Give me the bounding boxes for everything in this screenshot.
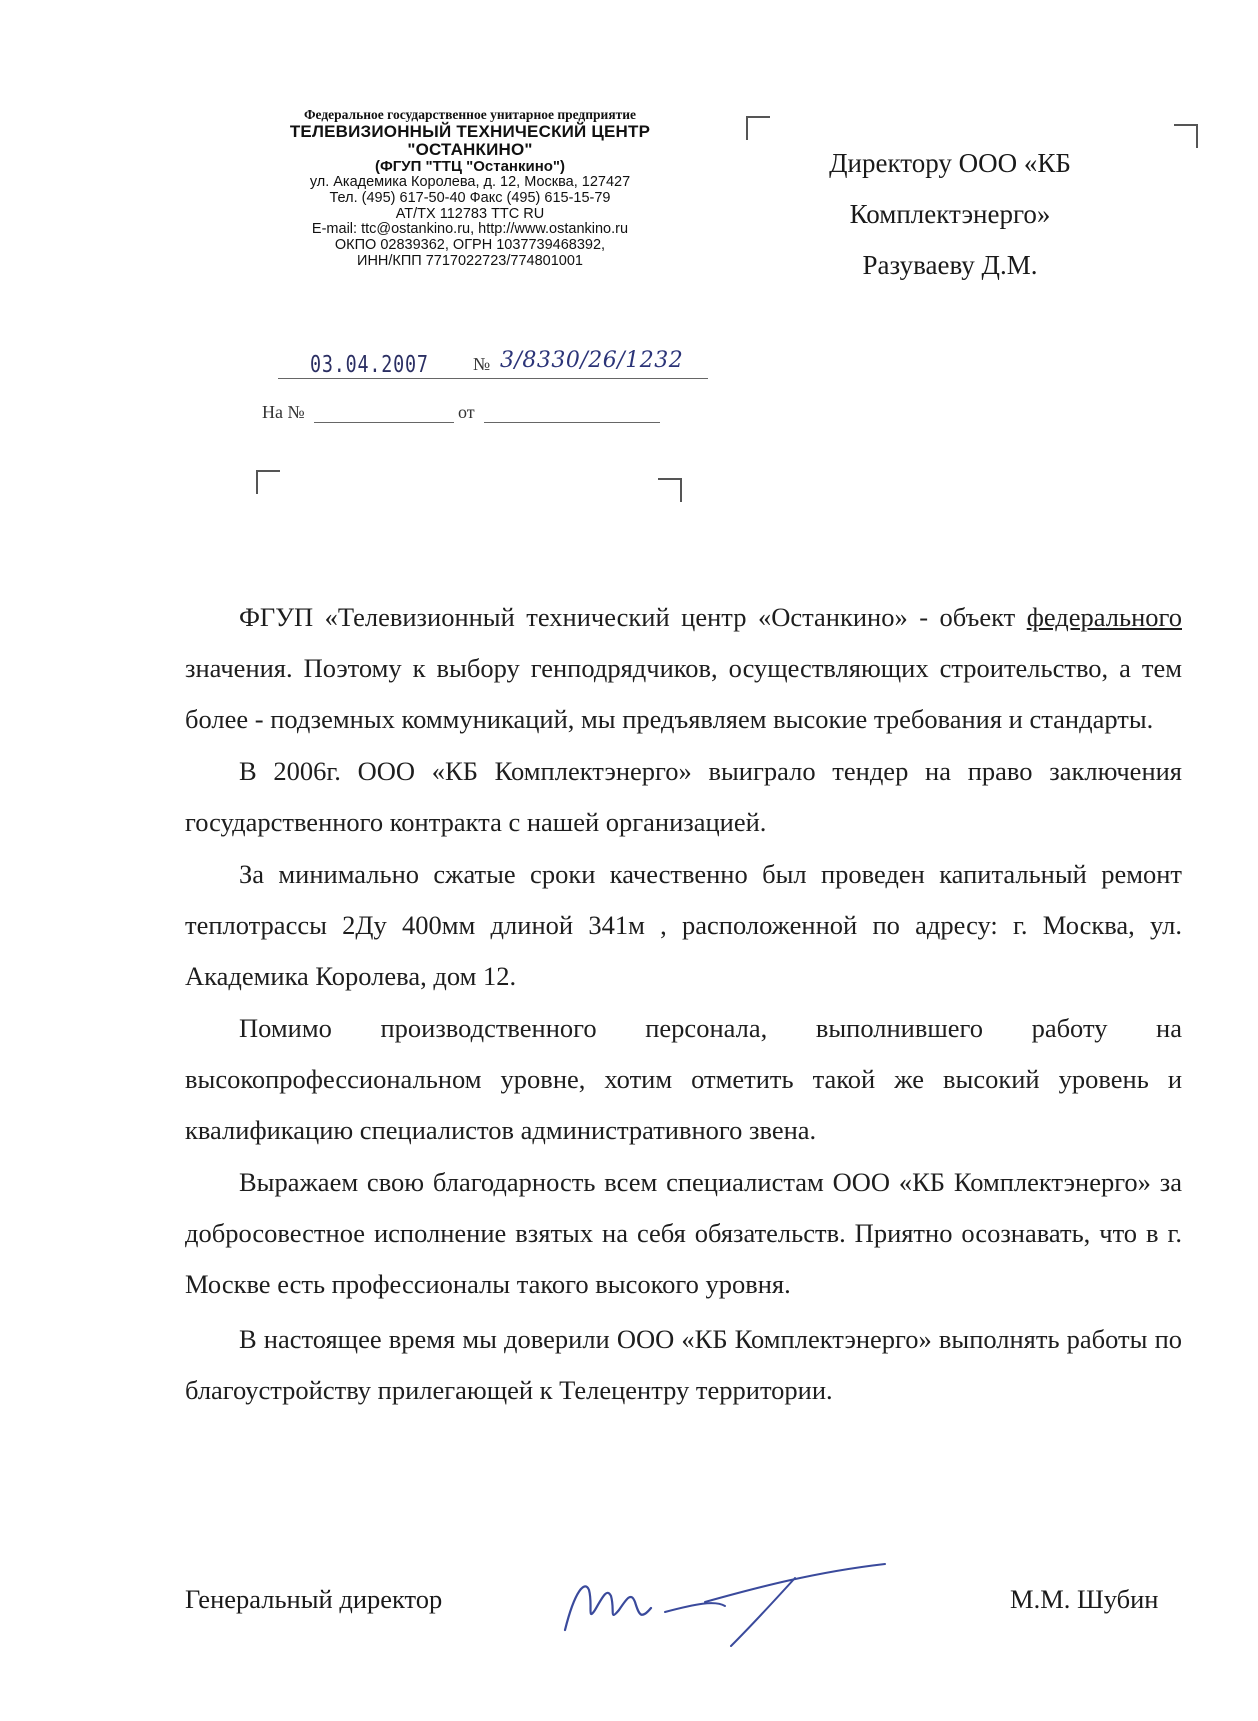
reference-date-label: от <box>458 402 475 422</box>
registration-number-label: № <box>473 354 491 374</box>
paragraph: Помимо производственного персонала, выполнившего работу на высокопрофессиональном уровне, хотим отметить такой же высокий уровень и квалификацию специалистов административного звена. <box>185 1013 1182 1145</box>
underlined-word: федерального <box>1026 602 1182 632</box>
registration-underline <box>278 378 708 379</box>
signatory-title: Генеральный директор <box>185 1584 443 1614</box>
corner-mark <box>746 116 770 140</box>
letterhead-inn: ИНН/КПП 7717022723/774801001 <box>357 252 583 269</box>
letterhead-org-name-2: "ОСТАНКИНО" <box>407 139 533 159</box>
letterhead-org-name: ТЕЛЕВИЗИОННЫЙ ТЕХНИЧЕСКИЙ ЦЕНТР <box>289 121 651 141</box>
reference-date-blank <box>484 422 660 423</box>
paragraph <box>185 592 1182 745</box>
signatory-name: М.М. Шубин <box>1010 1584 1159 1614</box>
letterhead-okpo: ОКПО 02839362, ОГРН 1037739468392, <box>334 237 606 254</box>
reference-number-label: На № <box>262 402 305 422</box>
registration-number: 3/8330/26/1232 <box>500 348 684 373</box>
corner-mark <box>658 478 682 502</box>
letterhead-org-type: Федеральное государственное унитарное предприятие <box>303 107 637 122</box>
letterhead-phone: Тел. (495) 617-50-40 Факс (495) 615-15-79 <box>329 190 611 207</box>
letterhead-email: E-mail: ttc@ostankino.ru, http://www.ostankino.ru <box>311 221 629 238</box>
paragraph: В 2006г. ООО «КБ Комплектэнерго» выиграло тендер на право заключения государственного контракта с нашей организацией. <box>185 756 1182 837</box>
letterhead-telex: АТ/ТХ 112783 ТТС RU <box>395 205 545 222</box>
addressee-line: Директору ООО «КБ <box>829 148 1071 178</box>
letterhead <box>250 108 690 269</box>
addressee-line: Комплектэнерго» <box>849 199 1051 229</box>
paragraph: Выражаем свою благодарность всем специалистам ООО «КБ Комплектэнерго» за добросовестное исполнение взятых на себя обязательств. Приятно осознавать, что в г. Москве есть профессионалы такого высокого уровня. <box>185 1167 1182 1299</box>
registration-line <box>278 348 708 380</box>
letterhead-short-name: (ФГУП "ТТЦ "Останкино") <box>374 158 566 176</box>
paragraph-text: ФГУП «Телевизионный технический центр «Останкино» - объект <box>239 602 1027 632</box>
addressee-line: Разуваеву Д.М. <box>862 250 1038 280</box>
handwritten-signature <box>555 1560 895 1650</box>
corner-mark <box>256 470 280 494</box>
letterhead-address: ул. Академика Королева, д. 12, Москва, 127427 <box>309 174 631 191</box>
registration-date: 03.04.2007 <box>310 352 429 378</box>
paragraph-text: значения. Поэтому к выбору генподрядчиков, осуществляющих строительство, а тем более - подземных коммуникаций, мы предъявляем высокие требования и стандарты. <box>185 653 1182 734</box>
corner-mark <box>1174 124 1198 148</box>
reference-line <box>262 402 662 426</box>
addressee <box>790 138 1110 291</box>
paragraph: За минимально сжатые сроки качественно был проведен капитальный ремонт теплотрассы 2Ду 400мм длиной 341м , расположенной по адресу: г. Москва, ул. Академика Королева, дом 12. <box>185 859 1182 991</box>
letter-body <box>185 592 1182 1416</box>
reference-number-blank <box>314 422 454 423</box>
paragraph: В настоящее время мы доверили ООО «КБ Комплектэнерго» выполнять работы по благоустройству прилегающей к Телецентру территории. <box>185 1324 1182 1405</box>
